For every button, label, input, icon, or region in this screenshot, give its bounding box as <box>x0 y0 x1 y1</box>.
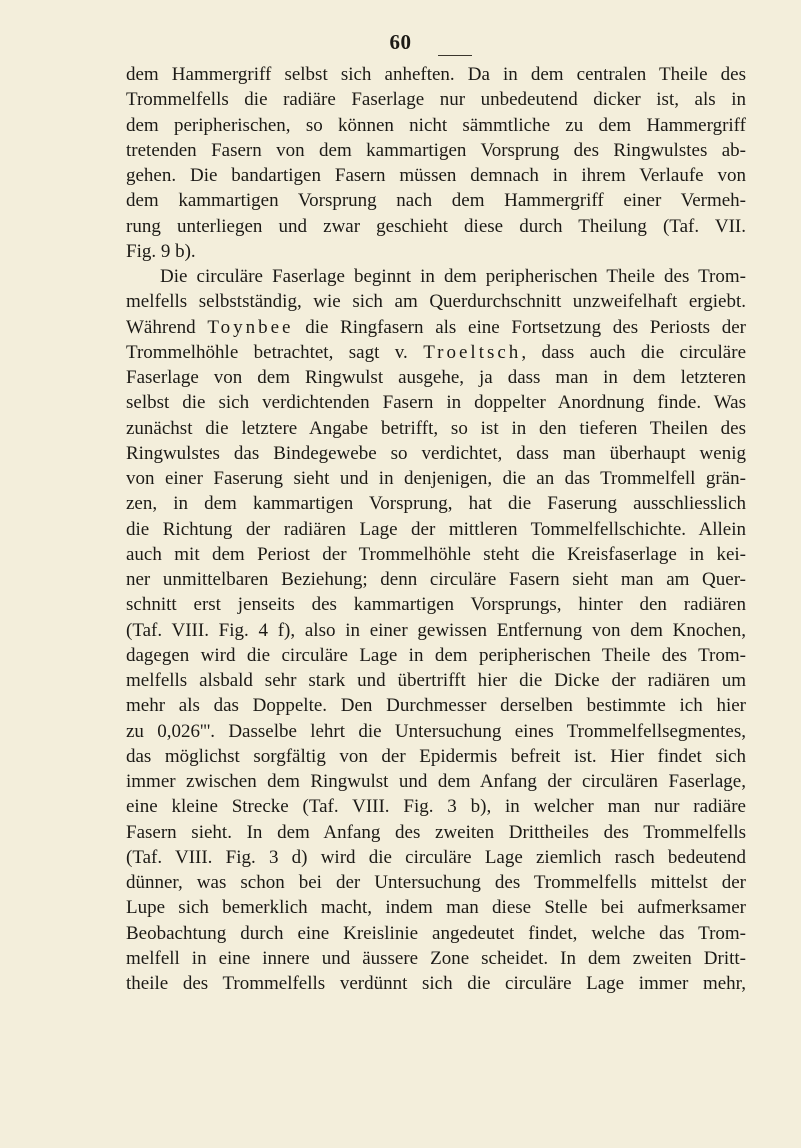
text-line: die Richtung der radiären Lage der mittleren Tommelfellschichte. Allein <box>126 518 746 540</box>
text-line: Trommelhöhle betrachtet, sagt v. Troeltsch, dass auch die circuläre <box>126 341 747 363</box>
author-name: Toynbee <box>207 316 294 338</box>
text-line: Beobachtung durch eine Kreislinie angedeutet findet, welche das Trom- <box>126 922 746 944</box>
text-line: dagegen wird die circuläre Lage in dem peripherischen Theile des Trom- <box>126 644 746 666</box>
text-line: das möglichst sorgfältig von der Epidermis befreit ist. Hier findet sich <box>126 745 746 767</box>
text-line: Faserlage von dem Ringwulst ausgehe, ja dass man in dem letzteren <box>126 367 746 388</box>
text-line: ner unmittelbaren Beziehung; denn circuläre Fasern sieht man am Quer- <box>126 569 746 590</box>
text-line: (Taf. VIII. Fig. 4 f), also in einer gewissen Entfernung von dem Knochen, <box>126 619 746 641</box>
text-line: dem kammartigen Vorsprung nach dem Hammergriff einer Vermeh- <box>126 190 746 212</box>
text-line: zen, in dem kammartigen Vorsprung, hat die Faserung ausschliesslich <box>126 493 746 515</box>
text-line: melfell in eine innere und äussere Zone scheidet. In dem zweiten Dritt- <box>126 947 746 969</box>
text-line: tretenden Fasern von dem kammartigen Vorsprung des Ringwulstes ab- <box>126 139 746 161</box>
text-line: Ringwulstes das Bindegewebe so verdichtet, dass man überhaupt wenig <box>126 442 746 464</box>
text-line: selbst die sich verdichtenden Fasern in doppelter Anordnung finde. Was <box>126 392 746 414</box>
body-text <box>126 62 746 996</box>
text-line: Während Toynbee die Ringfasern als eine Fortsetzung des Periosts der <box>126 316 746 338</box>
author-name: Troeltsch <box>423 341 522 363</box>
text-line: rung unterliegen und zwar geschieht diese durch Theilung (Taf. VII. <box>126 215 746 237</box>
text-line: melfells selbstständig, wie sich am Querdurchschnitt unzweifelhaft ergiebt. <box>126 291 746 313</box>
text-line: gehen. Die bandartigen Fasern müssen demnach in ihrem Verlaufe von <box>126 165 746 186</box>
text-line: mehr als das Doppelte. Den Durchmesser derselben bestimmte ich hier <box>126 695 746 717</box>
text-line: (Taf. VIII. Fig. 3 d) wird die circuläre Lage ziemlich rasch bedeutend <box>126 846 746 868</box>
text-line: immer zwischen dem Ringwulst und dem Anfang der circulären Faserlage, <box>126 771 746 792</box>
text-line: von einer Faserung sieht und in denjenigen, die an das Trommelfell grän- <box>126 468 746 489</box>
text-line: Trommelfells die radiäre Faserlage nur unbedeutend dicker ist, als in <box>126 89 746 111</box>
page-number: 60 <box>389 30 412 54</box>
text-line: dem Hammergriff selbst sich anheften. Da in dem centralen Theile des <box>126 64 746 85</box>
text-line: eine kleine Strecke (Taf. VIII. Fig. 3 b), in welcher man nur radiäre <box>126 796 746 818</box>
text-line: Fasern sieht. In dem Anfang des zweiten Drittheiles des Trommelfells <box>126 821 746 843</box>
text-line: Lupe sich bemerklich macht, indem man diese Stelle bei aufmerksamer <box>126 897 746 919</box>
text-line: dünner, was schon bei der Untersuchung des Trommelfells mittelst der <box>126 872 746 893</box>
text-line: dem peripherischen, so können nicht sämmtliche zu dem Hammergriff <box>126 114 746 136</box>
paragraph-start-line: Die circuläre Faserlage beginnt in dem peripherischen Theile des Trom- <box>160 266 746 287</box>
text-line: Fig. 9 b). <box>126 240 196 262</box>
text-line: auch mit dem Periost der Trommelhöhle steht die Kreisfaserlage in kei- <box>126 543 746 565</box>
text-line: melfells alsbald sehr stark und übertrifft hier die Dicke der radiären um <box>126 670 746 691</box>
text-line: zu 0,026'''. Dasselbe lehrt die Untersuchung eines Trommelfellsegmentes, <box>126 720 746 742</box>
page-number-underline <box>438 55 472 56</box>
text-line: schnitt erst jenseits des kammartigen Vorsprungs, hinter den radiären <box>126 594 746 616</box>
text-line: theile des Trommelfells verdünnt sich die circuläre Lage immer mehr, <box>126 973 746 994</box>
text-line: zunächst die letztere Angabe betrifft, so ist in den tieferen Theilen des <box>126 417 746 439</box>
